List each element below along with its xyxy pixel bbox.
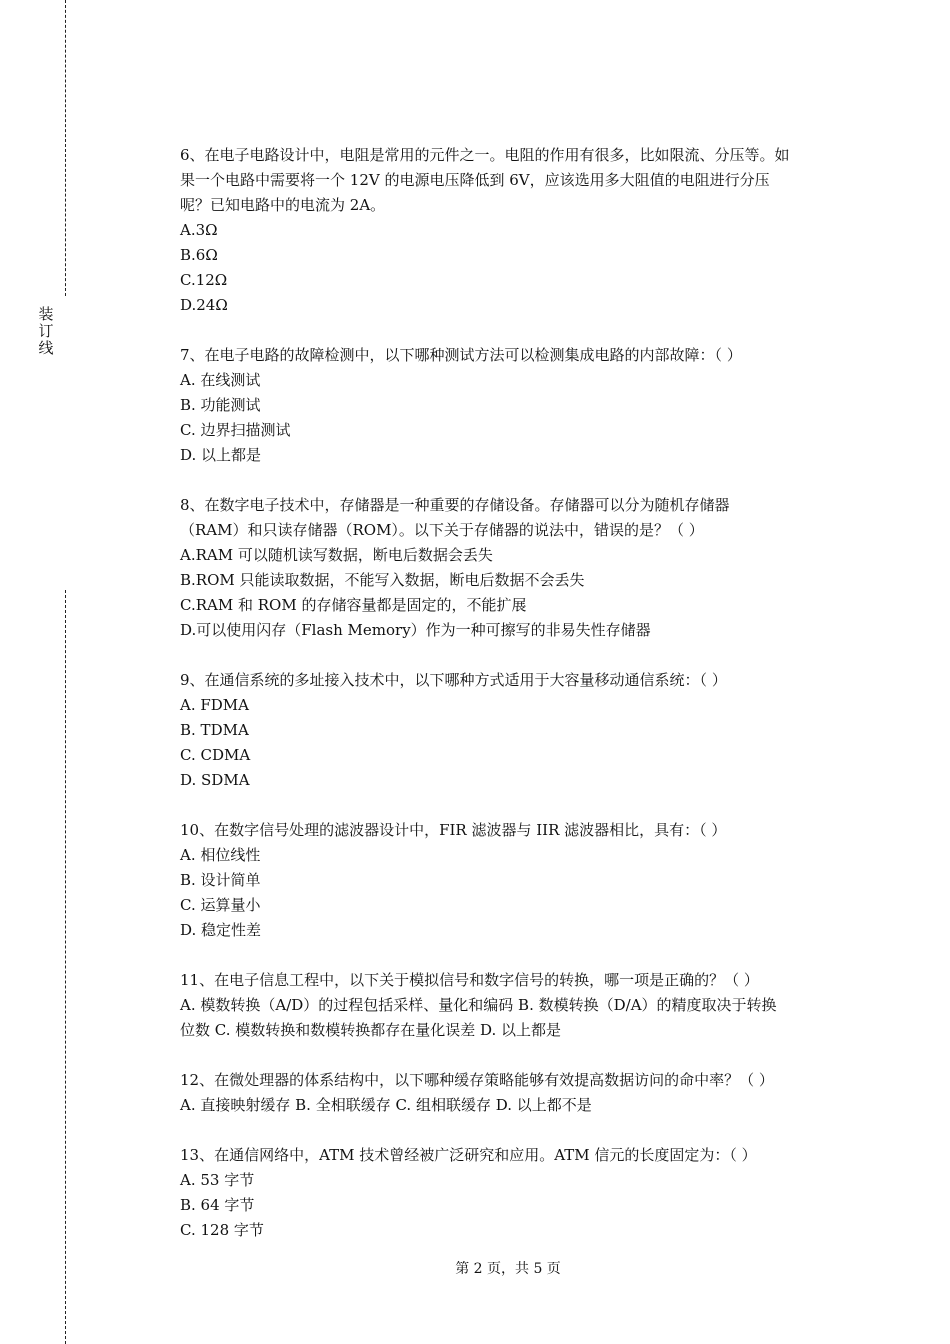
answer-option: A. 53 字节 [180, 1171, 255, 1189]
binding-label-char: 订 [38, 322, 54, 340]
question-gap [180, 943, 850, 968]
answer-option: D.24Ω [180, 296, 228, 314]
question-text: （RAM）和只读存储器（ROM）。以下关于存储器的说法中，错误的是？（ ） [180, 521, 704, 539]
question-text: 呢？已知电路中的电流为 2A。 [180, 196, 386, 214]
question-list [180, 143, 850, 1243]
question-block [180, 668, 850, 793]
question-gap [180, 793, 850, 818]
question-text: A. 模数转换（A/D）的过程包括采样、量化和编码 B. 数模转换（D/A）的精度取决于转换 [180, 996, 777, 1014]
answer-option: D. SDMA [180, 771, 250, 789]
answer-option: C.12Ω [180, 271, 228, 289]
answer-option: C. 运算量小 [180, 896, 261, 914]
answer-option: B. 功能测试 [180, 396, 261, 414]
answer-option: B.6Ω [180, 246, 218, 264]
question-block [180, 343, 850, 468]
question-gap [180, 468, 850, 493]
answer-option: D.可以使用闪存（Flash Memory）作为一种可擦写的非易失性存储器 [180, 621, 651, 639]
question-block [180, 818, 850, 943]
question-block [180, 143, 850, 318]
answer-option: C.RAM 和 ROM 的存储容量都是固定的，不能扩展 [180, 596, 527, 614]
question-text: A. 直接映射缓存 B. 全相联缓存 C. 组相联缓存 D. 以上都不是 [180, 1096, 592, 1114]
answer-option: A. FDMA [180, 696, 249, 714]
question-gap [180, 1118, 850, 1143]
answer-option: B.ROM 只能读取数据，不能写入数据，断电后数据不会丢失 [180, 571, 585, 589]
answer-option: A.RAM 可以随机读写数据，断电后数据会丢失 [180, 546, 493, 564]
binding-label-char: 装 [38, 305, 54, 323]
question-text: 10、在数字信号处理的滤波器设计中，FIR 滤波器与 IIR 滤波器相比，具有：（ ） [180, 821, 727, 839]
answer-option: B. TDMA [180, 721, 249, 739]
answer-option: D. 以上都是 [180, 446, 262, 464]
question-text: 11、在电子信息工程中，以下关于模拟信号和数字信号的转换，哪一项是正确的？（ ） [180, 971, 759, 989]
answer-option: C. 边界扫描测试 [180, 421, 291, 439]
answer-option: B. 设计简单 [180, 871, 261, 889]
question-gap [180, 643, 850, 668]
answer-option: A. 在线测试 [180, 371, 261, 389]
answer-option: B. 64 字节 [180, 1196, 255, 1214]
binding-dashed-line-bottom [65, 590, 66, 1344]
question-text: 12、在微处理器的体系结构中，以下哪种缓存策略能够有效提高数据访问的命中率？（ ） [180, 1071, 774, 1089]
question-text: 6、在电子电路设计中，电阻是常用的元件之一。电阻的作用有很多，比如限流、分压等。如 [180, 146, 790, 164]
question-gap [180, 318, 850, 343]
binding-label [38, 306, 54, 357]
question-text: 13、在通信网络中，ATM 技术曾经被广泛研究和应用。ATM 信元的长度固定为：（ ） [180, 1146, 757, 1164]
question-gap [180, 1043, 850, 1068]
question-text: 7、在电子电路的故障检测中，以下哪种测试方法可以检测集成电路的内部故障：（ ） [180, 346, 742, 364]
page-footer: 第 2 页，共 5 页 [455, 1261, 561, 1277]
question-text: 8、在数字电子技术中，存储器是一种重要的存储设备。存储器可以分为随机存储器 [180, 496, 730, 514]
question-block [180, 1068, 850, 1118]
answer-option: A.3Ω [180, 221, 218, 239]
answer-option: C. CDMA [180, 746, 251, 764]
question-block [180, 968, 850, 1043]
answer-option: A. 相位线性 [180, 846, 261, 864]
binding-label-char: 线 [38, 339, 54, 357]
answer-option: D. 稳定性差 [180, 921, 262, 939]
question-block [180, 1143, 850, 1243]
question-text: 9、在通信系统的多址接入技术中，以下哪种方式适用于大容量移动通信系统：（ ） [180, 671, 727, 689]
binding-dashed-line-top [65, 0, 66, 296]
question-text: 位数 C. 模数转换和数模转换都存在量化误差 D. 以上都是 [180, 1021, 562, 1039]
answer-option: C. 128 字节 [180, 1221, 264, 1239]
question-text: 果一个电路中需要将一个 12V 的电源电压降低到 6V，应该选用多大阻值的电阻进行分压 [180, 171, 770, 189]
question-block [180, 493, 850, 643]
